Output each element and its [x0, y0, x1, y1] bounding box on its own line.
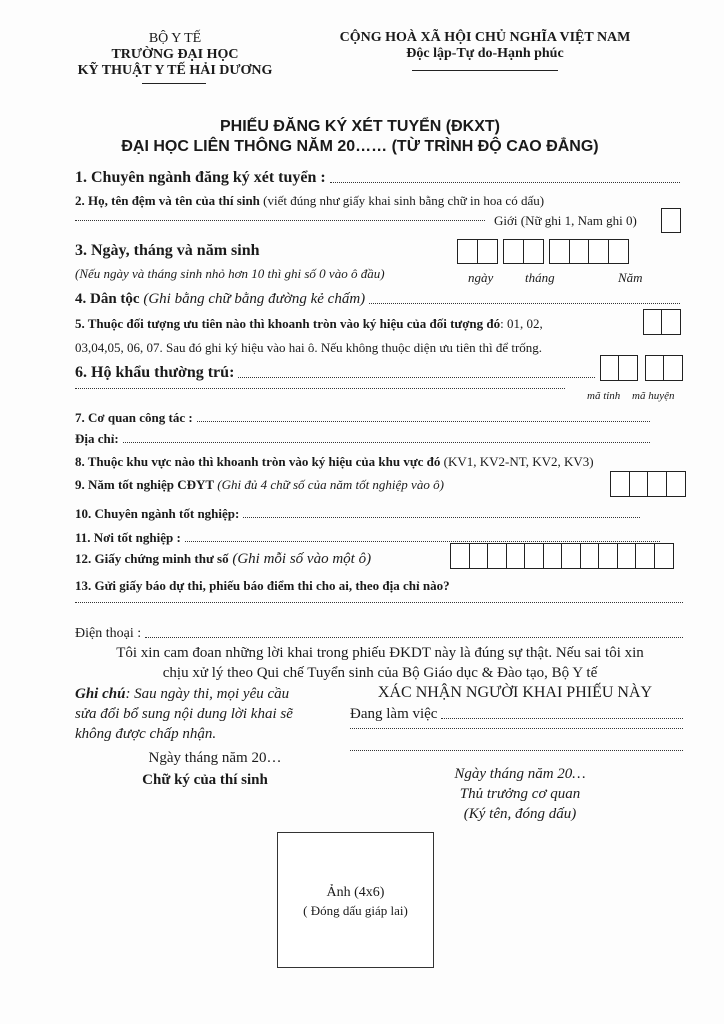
- confirm-working-input[interactable]: [441, 718, 683, 719]
- dob-box-8[interactable]: [608, 239, 629, 264]
- id-number-box-9[interactable]: [598, 543, 618, 569]
- q6-label: 6. Hộ khẩu thường trú: [75, 364, 230, 381]
- q2-label: 2. Họ, tên đệm và tên của thí sinh: [75, 193, 260, 208]
- note-text1: : Sau ngày thi, mọi yêu cầu: [125, 686, 290, 702]
- q2-note: (viết đúng như giấy khai sinh bằng chữ in hoa có dấu): [259, 193, 545, 208]
- q1-row: [75, 169, 680, 187]
- confirm-input-3[interactable]: [350, 750, 683, 751]
- district-box-2[interactable]: [663, 355, 683, 381]
- phone-row: [75, 626, 683, 642]
- q11-input-line[interactable]: [185, 541, 660, 542]
- q11-label: 11. Nơi tốt nghiệp :: [75, 530, 181, 545]
- q8-options: (KV1, KV2-NT, KV2, KV3): [440, 454, 594, 469]
- confirm-working-label: Đang làm việc: [350, 706, 438, 722]
- q13-label: 13. Gửi giấy báo dự thi, phiếu báo điểm thi cho ai, theo địa chỉ nào?: [75, 578, 450, 593]
- q9-note: (Ghi đủ 4 chữ số của năm tốt nghiệp vào ô): [214, 477, 444, 492]
- q1-input-line[interactable]: [330, 182, 680, 183]
- dob-box-7[interactable]: [588, 239, 609, 264]
- q13-input-line[interactable]: [75, 602, 683, 603]
- country-motto: Độc lập-Tự do-Hạnh phúc: [406, 46, 564, 61]
- province-code-label: mã tỉnh: [587, 390, 621, 402]
- dob-box-6[interactable]: [569, 239, 590, 264]
- id-number-box-6[interactable]: [543, 543, 563, 569]
- photo-box[interactable]: [277, 832, 434, 968]
- commitment-line1: Tôi xin cam đoan những lời khai trong phiếu ĐKDT này là đúng sự thật. Nếu sai tôi xin: [116, 645, 644, 661]
- student-signature-label: Chữ ký của thí sinh: [142, 772, 268, 788]
- q10-label: 10. Chuyên ngành tốt nghiệp:: [75, 506, 240, 521]
- id-number-box-10[interactable]: [617, 543, 637, 569]
- id-number-box-2[interactable]: [469, 543, 489, 569]
- q3-label: 3. Ngày, tháng và năm sinh: [75, 242, 260, 259]
- q2-input-row: [75, 220, 485, 225]
- form-title-line1: PHIẾU ĐĂNG KÝ XÉT TUYỂN (ĐKXT): [219, 118, 500, 135]
- header-underline-right: [412, 70, 558, 71]
- id-number-box-11[interactable]: [635, 543, 655, 569]
- district-box-1[interactable]: [645, 355, 665, 381]
- id-number-box-7[interactable]: [561, 543, 581, 569]
- q7-address-row: [75, 431, 650, 447]
- province-box-2[interactable]: [618, 355, 638, 381]
- phone-label: Điện thoại :: [75, 626, 142, 641]
- header-underline-left: [142, 83, 206, 84]
- dob-day-label: ngày: [468, 270, 494, 285]
- q5-line2: 03,04,05, 06, 07. Sau đó ghi ký hiệu vào hai ô. Nếu không thuộc diện ưu tiên thì để trống.: [75, 340, 543, 355]
- q3-note: (Nếu ngày và tháng sinh nhỏ hơn 10 thì ghi số 0 vào ô đầu): [75, 266, 385, 281]
- student-sign-date: Ngày tháng năm 20…: [148, 750, 282, 766]
- q7-input-line[interactable]: [197, 421, 650, 422]
- q4-row: [75, 291, 680, 308]
- confirm-head-label: Thủ trưởng cơ quan: [459, 786, 581, 802]
- priority-box-2[interactable]: [661, 309, 681, 335]
- q5-codes: : 01, 02,: [500, 316, 543, 331]
- photo-stamp-label: ( Đóng dấu giáp lai): [303, 903, 408, 918]
- id-number-box-12[interactable]: [654, 543, 674, 569]
- q6-input-line-2[interactable]: [75, 388, 565, 389]
- q1-label: 1. Chuyên ngành đăng ký xét tuyển :: [75, 169, 326, 186]
- dob-box-3[interactable]: [503, 239, 524, 264]
- q2-input-line[interactable]: [75, 220, 485, 221]
- q6-input-line[interactable]: [238, 377, 595, 378]
- q8-label: 8. Thuộc khu vực nào thì khoanh tròn vào ký hiệu của khu vực đó: [75, 454, 441, 469]
- confirm-date: Ngày tháng năm 20…: [454, 766, 586, 782]
- note-line2: sửa đổi bổ sung nội dung lời khai sẽ: [75, 706, 293, 722]
- district-code-label: mã huyện: [632, 390, 675, 402]
- q13-input-row: [75, 602, 683, 607]
- q4-label: 4. Dân tộc: [75, 291, 140, 307]
- dob-box-1[interactable]: [457, 239, 478, 264]
- q12-row: [75, 550, 371, 568]
- dob-box-5[interactable]: [549, 239, 570, 264]
- confirm-row3: [350, 750, 683, 755]
- q10-input-line[interactable]: [243, 517, 640, 518]
- grad-year-box-1[interactable]: [610, 471, 630, 497]
- q9-label: 9. Năm tốt nghiệp CĐYT: [75, 477, 215, 492]
- q7-label: 7. Cơ quan công tác :: [75, 410, 193, 425]
- q9-row: [75, 477, 444, 493]
- gender-label: Giới (Nữ ghi 1, Nam ghi 0): [494, 213, 637, 228]
- country-name: CỘNG HOÀ XÃ HỘI CHỦ NGHĨA VIỆT NAM: [339, 30, 631, 45]
- note-label: Ghi chú: [75, 686, 126, 702]
- q4-note: (Ghi bằng chữ bằng đường kẻ chấm): [139, 291, 366, 307]
- id-number-box-1[interactable]: [450, 543, 470, 569]
- dob-year-label: Năm: [618, 270, 643, 285]
- ministry-name: BỘ Y TẾ: [148, 31, 202, 46]
- confirm-working-row: [350, 706, 683, 723]
- q8-row: [75, 454, 594, 470]
- gender-box[interactable]: [661, 208, 681, 233]
- q5-label: 5. Thuộc đối tượng ưu tiên nào thì khoanh tròn vào ký hiệu của đối tượng đó: [75, 316, 501, 331]
- note-line3: không được chấp nhận.: [75, 726, 217, 742]
- photo-size-label: Ảnh (4x6): [326, 885, 385, 900]
- dob-month-label: tháng: [525, 270, 555, 285]
- dob-box-4[interactable]: [523, 239, 544, 264]
- dob-box-2[interactable]: [477, 239, 498, 264]
- grad-year-box-2[interactable]: [629, 471, 649, 497]
- university-line2: KỸ THUẬT Y TẾ HẢI DƯƠNG: [77, 63, 273, 78]
- q6-input-row2: [75, 388, 565, 393]
- university-line1: TRƯỜNG ĐẠI HỌC: [111, 47, 239, 62]
- confirm-input-2[interactable]: [350, 728, 683, 729]
- confirm-sign-label: (Ký tên, đóng dấu): [463, 806, 577, 822]
- q7-address-label: Địa chỉ:: [75, 431, 119, 446]
- id-number-box-4[interactable]: [506, 543, 526, 569]
- q7-address-input[interactable]: [123, 442, 650, 443]
- commitment-line2: chịu xử lý theo Qui chế Tuyển sinh của Bộ Giáo dục & Đào tạo, Bộ Y tế: [162, 665, 598, 681]
- id-number-box-8[interactable]: [580, 543, 600, 569]
- q10-row: [75, 506, 640, 522]
- note-line1: [75, 686, 289, 703]
- confirm-row2: [350, 728, 683, 733]
- id-number-box-5[interactable]: [524, 543, 544, 569]
- q5-line1: [75, 316, 543, 332]
- q6-row: 6. Hộ khẩu thường trú :: [75, 364, 595, 382]
- q12-note: (Ghi mỗi số vào một ô): [228, 551, 372, 567]
- grad-year-box-4[interactable]: [666, 471, 686, 497]
- id-number-box-3[interactable]: [487, 543, 507, 569]
- grad-year-box-3[interactable]: [647, 471, 667, 497]
- q4-input-line[interactable]: [369, 303, 680, 304]
- phone-input-line[interactable]: [145, 637, 683, 638]
- q2-row: [75, 193, 544, 209]
- province-box-1[interactable]: [600, 355, 620, 381]
- priority-box-1[interactable]: [643, 309, 663, 335]
- q7-row: [75, 410, 650, 426]
- confirm-title: XÁC NHẬN NGƯỜI KHAI PHIẾU NÀY: [377, 684, 653, 701]
- q12-label: 12. Giấy chứng minh thư số: [75, 551, 229, 566]
- form-title-line2: ĐẠI HỌC LIÊN THÔNG NĂM 20…… (TỪ TRÌNH ĐỘ CAO ĐẲNG): [121, 138, 599, 155]
